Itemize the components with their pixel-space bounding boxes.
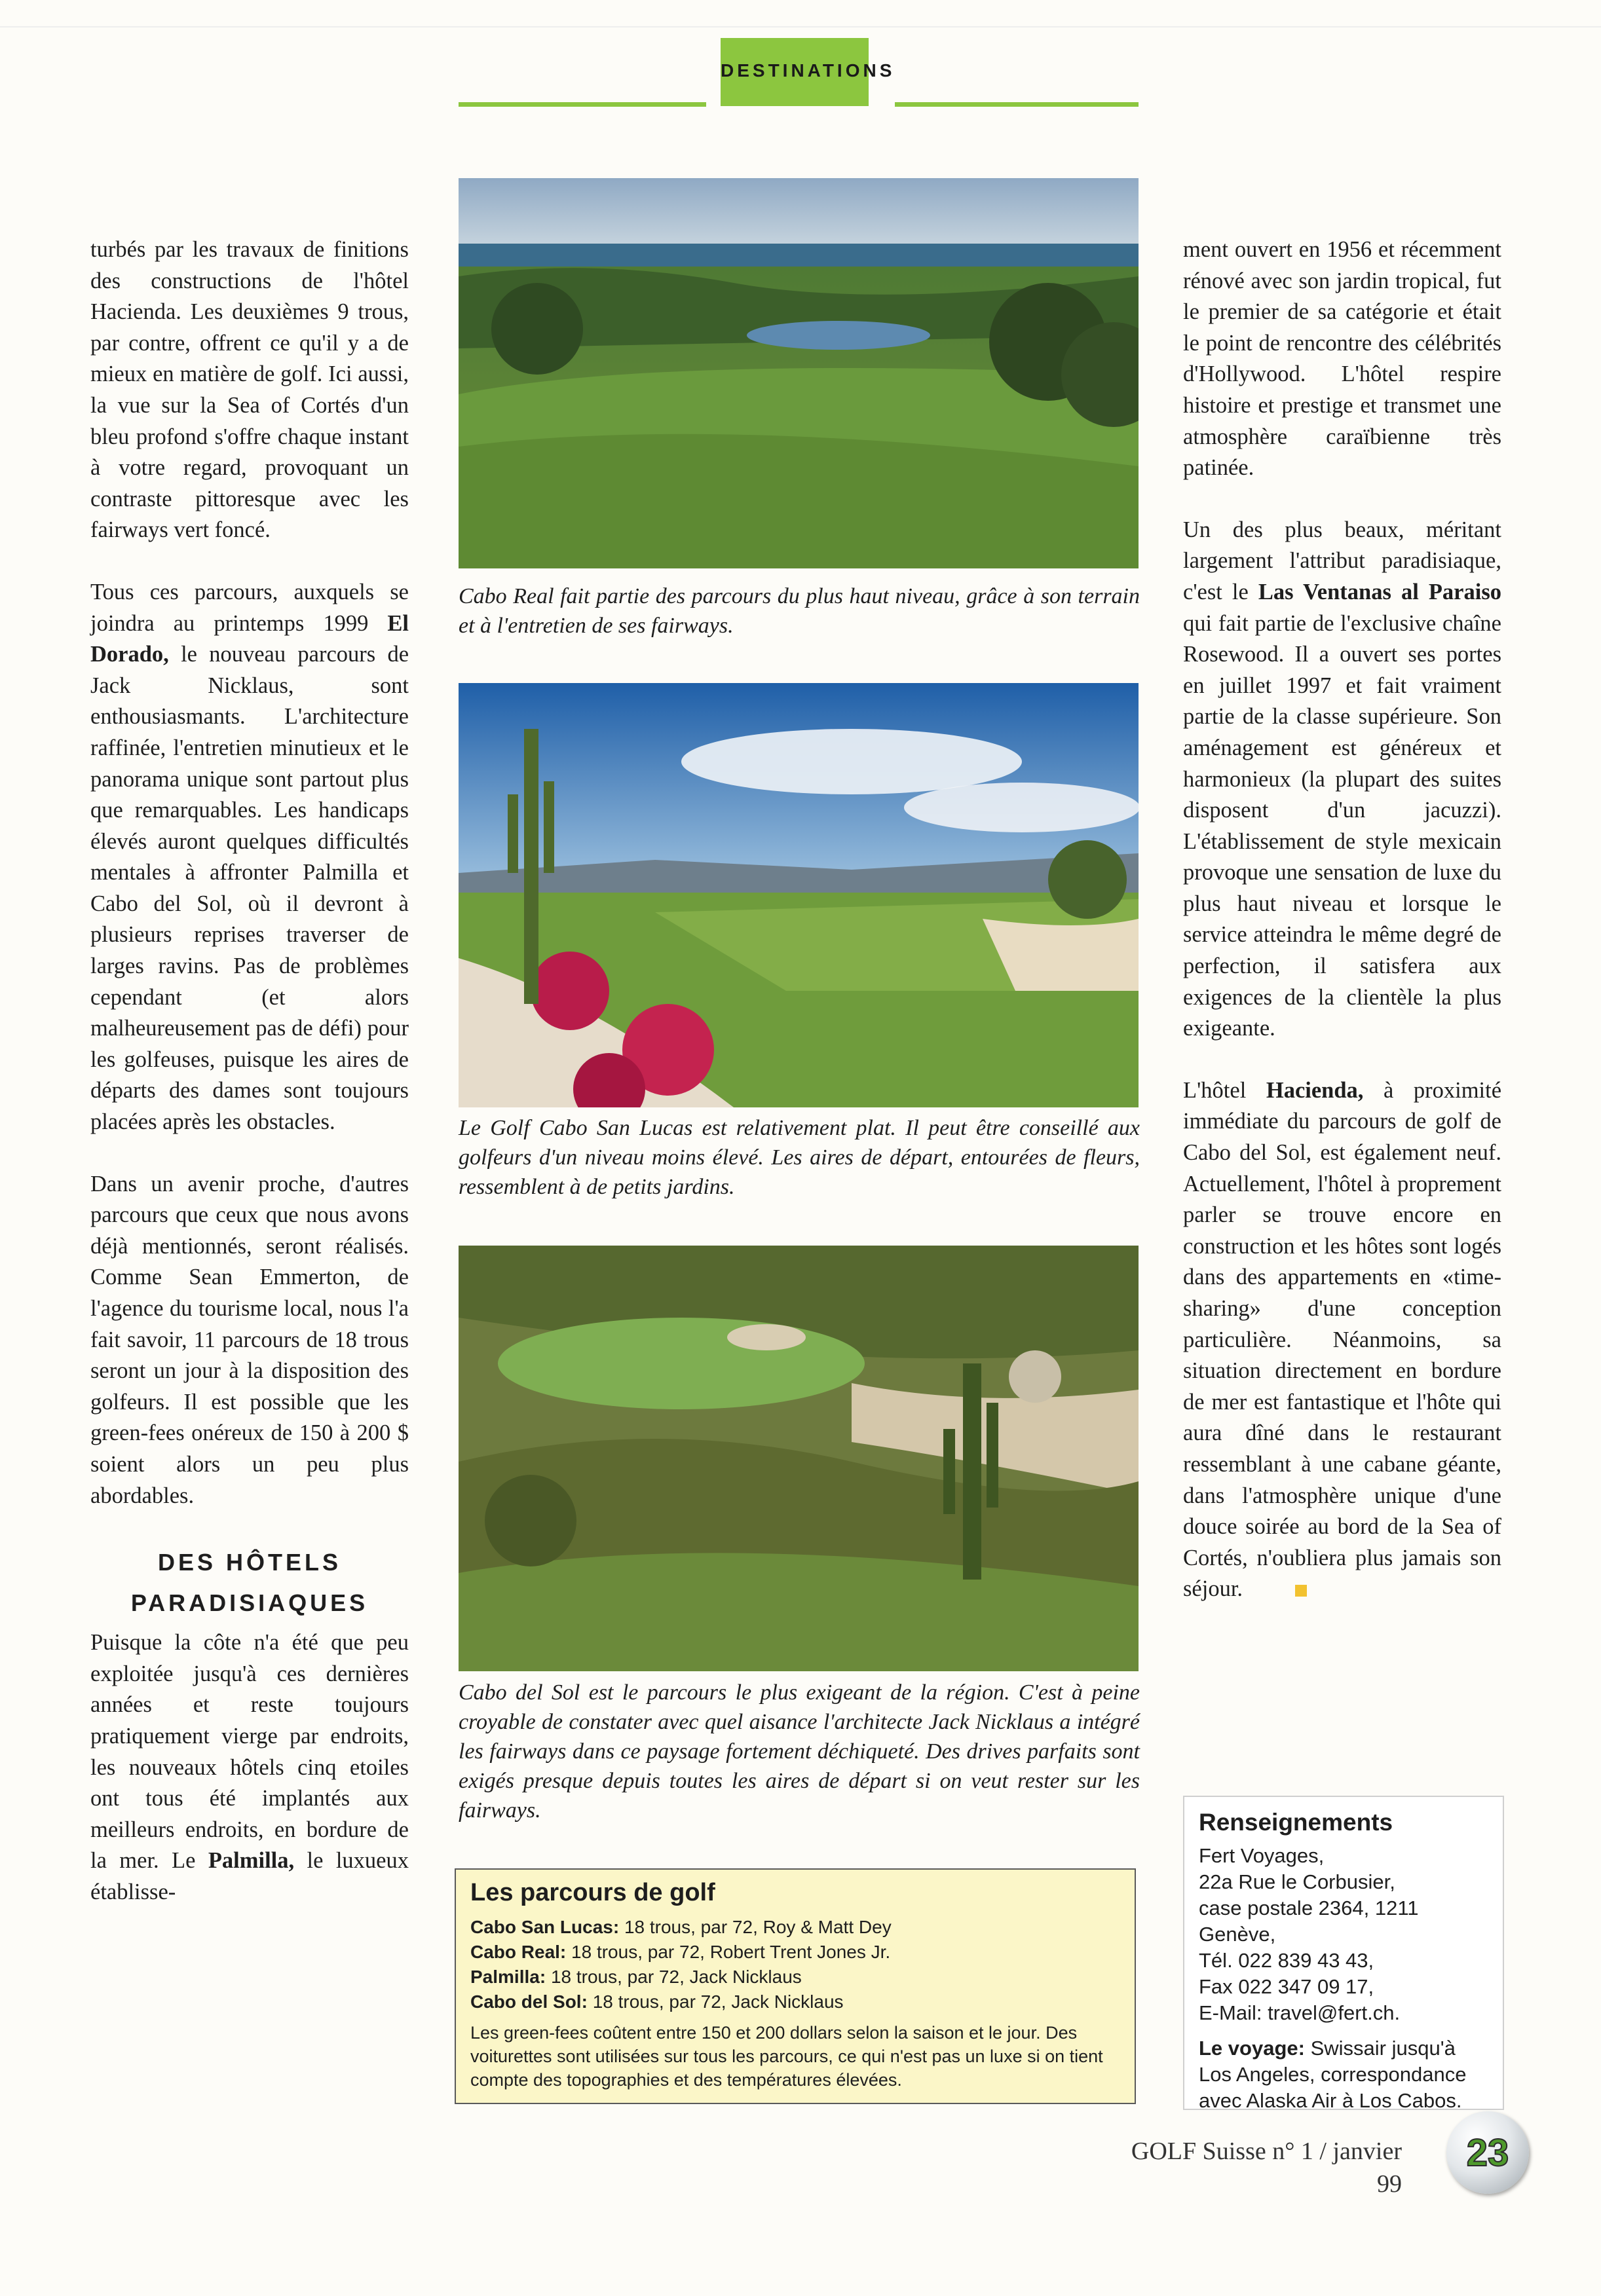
left-para-2: Tous ces parcours, auxquels se joindra au printemps 1999 El Dorado, le nouveau parcours de Jack Nicklaus, sont enthousiasmants. L'architecture raffinée, l'entretien minutieux et le panorama unique sont partout plus que remarquables. Les handicaps élevés auront quelques difficultés mentales à affronter Palmilla et Cabo del Sol, où il devront à plusieurs reprises traverser de larges ravins. Pas de problèmes cependant (et alors malheureusement pas de défi) pour les golfeuses, puisque les aires de départs des dames sont toujours placées après les obstacles. [90, 579, 409, 1135]
left-para-3: Dans un avenir proche, d'autres parcours que ceux que nous avons déjà mentionnés, seront réalisés. Comme Sean Emmerton, de l'agence du tourisme local, nous l'a fait savoir, 11 parcours de 18 trous seront un jour à la disposition des golfeurs. Il est possible que les green-fees onéreux de 150 à 200 $ soient alors un peu plus abordables. [90, 1171, 409, 1508]
article-end-mark [1295, 1585, 1307, 1597]
right-para-1: ment ouvert en 1956 et récemment rénové avec son jardin tropical, fut le premier de sa catégorie et était le point de rencontre des célébrités d'Hollywood. L'hôtel respire histoire et prestige et transmet une atmosphère caraïbienne très patinée. [1183, 237, 1501, 481]
page-top-rule [0, 26, 1601, 28]
golf-row: Cabo San Lucas: 18 trous, par 72, Roy & Matt Dey [470, 1917, 892, 1937]
golf-box-title: Les parcours de golf [470, 1879, 715, 1906]
golf-row: Palmilla: 18 trous, par 72, Jack Nicklaus [470, 1967, 802, 1987]
section-tag: DESTINATIONS [721, 38, 869, 106]
golf-courses-box [455, 1868, 1136, 2104]
photo-cabo-real [459, 178, 1139, 568]
info-line: 22a Rue le Corbusier, [1199, 1870, 1395, 1893]
caption-photo-3: Cabo del Sol est le parcours le plus exigeant de la région. C'est à peine croyable de constater avec quel aisance l'architecte Jack Nicklaus a intégré les fairways dans ce paysage fortement déchiqueté. Des drives parfaits sont exigés presque depuis toutes les aires de départ si on veut rester sur les fairways. [459, 1680, 1140, 1823]
info-voyage: Le voyage: Swissair jusqu'à Los Angeles, correspondance avec Alaska Air à Los Cabos. [1199, 2037, 1467, 2112]
right-column [1183, 234, 1501, 1636]
header-rule-right [895, 102, 1139, 107]
info-line: Fax 022 347 09 17, [1199, 1975, 1374, 1998]
info-box-title: Renseignements [1199, 1809, 1393, 1836]
golf-box-note: Les green-fees coûtent entre 150 et 200 dollars selon la saison et le jour. Des voiturettes sont utilisées sur tous les parcours, ce qui n'est pas un luxe si on tient compte des topographies et des températures élevées. [470, 2023, 1103, 2090]
golf-row: Cabo Real: 18 trous, par 72, Robert Trent Jones Jr. [470, 1942, 891, 1962]
golf-ball-icon [1446, 2111, 1529, 2194]
photo-cabo-del-sol [459, 1246, 1139, 1671]
header-rule-left [459, 102, 706, 107]
caption-photo-1: Cabo Real fait partie des parcours du plus haut niveau, grâce à son terrain et à l'entretien de ses fairways. [459, 584, 1140, 638]
left-para-4: Puisque la côte n'a été que peu exploitée jusqu'à ces dernières années et reste toujours pratiquement vierge par endroits, les nouveaux hôtels cinq etoiles ont tous été implantés aux meilleurs endroits, en bordure de la mer. Le Palmilla, le luxueux établisse- [90, 1630, 409, 1904]
left-para-1: turbés par les travaux de finitions des constructions de l'hôtel Hacienda. Les deuxièmes 9 trous, par contre, offrent ce qu'il y a de mieux en matière de golf. Ici aussi, la vue sur la Sea of Cortés d'un bleu profond s'offre chaque instant à votre regard, provoquant un contraste pittoresque avec les fairways vert foncé. [90, 237, 409, 543]
right-para-2: Un des plus beaux, méritant largement l'attribut paradisiaque, c'est le Las Ventanas al Paraiso qui fait partie de l'exclusive chaîne Rosewood. Il a ouvert ses portes en juillet 1997 et fait vraiment partie de la classe supérieure. Son aménagement est généreux et harmonieux (la plupart des suites disposent d'un jacuzzi). L'établissement de style mexicain provoque une sensation de luxe du plus haut niveau et lorsque le service atteindra le même degré de perfection, il satisfera aux exigences de la clientèle la plus exigeante. [1183, 517, 1502, 1041]
info-box [1183, 1796, 1504, 2110]
right-para-3: L'hôtel Hacienda, à proximité immédiate du parcours de golf de Cabo del Sol, est également neuf. Actuellement, l'hôtel à proprement parler se trouve encore en construction et les hôtes sont logés dans des appartements en «time-sharing» d'une conception particulière. Néanmoins, sa situation directement en bordure de mer est fantastique et l'hôte qui aura dîné dans le restaurant ressemblant à une cabane géante, dans l'atmosphère unique d'une douce soirée au bord de la Sea of Cortés, n'oubliera plus jamais son séjour. [1183, 1077, 1502, 1602]
golf-row: Cabo del Sol: 18 trous, par 72, Jack Nicklaus [470, 1991, 844, 2012]
info-line: case postale 2364, 1211 Genève, [1199, 1897, 1419, 1946]
caption-photo-2: Le Golf Cabo San Lucas est relativement plat. Il peut être conseillé aux golfeurs d'un niveau moins élevé. Les aires de départ, entourées de fleurs, ressemblent à de petits jardins. [459, 1116, 1140, 1199]
footer-magazine-info: GOLF Suisse n° 1 / janvier 99 [1131, 2138, 1402, 2198]
left-column [90, 234, 409, 1939]
photo-cabo-san-lucas [459, 683, 1139, 1107]
info-email: E-Mail: travel@fert.ch. [1199, 2001, 1401, 2024]
page-number: 23 [1466, 2132, 1509, 2174]
section-subheading: DES HÔTELS PARADISIAQUES [130, 1549, 369, 1617]
info-line: Tél. 022 839 43 43, [1199, 1949, 1374, 1972]
info-line: Fert Voyages, [1199, 1844, 1325, 1867]
